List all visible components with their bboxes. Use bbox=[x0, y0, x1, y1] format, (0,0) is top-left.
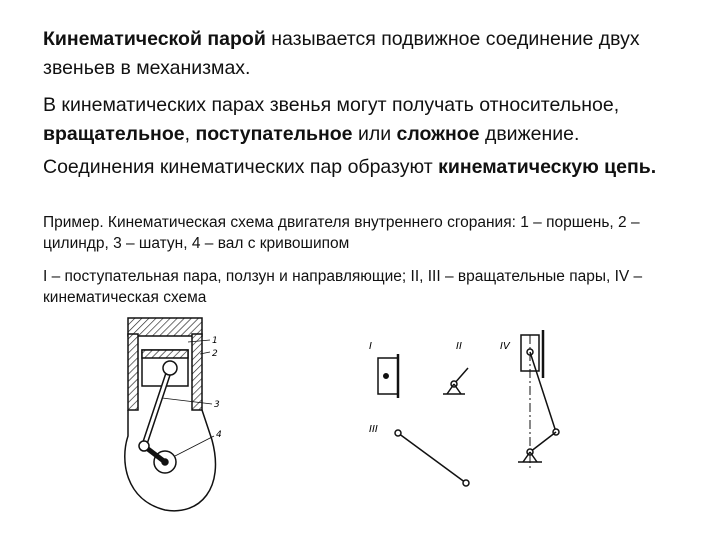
label-2: 2 bbox=[212, 349, 218, 359]
leader-4 bbox=[175, 436, 214, 456]
scheme-rotational-pair-links bbox=[395, 430, 469, 486]
joint-b bbox=[463, 480, 469, 486]
label-I: I bbox=[369, 341, 372, 352]
label-IV: IV bbox=[500, 341, 510, 352]
engine-drawing bbox=[125, 318, 216, 511]
motion-separator: , bbox=[184, 123, 196, 145]
cylinder-head bbox=[128, 318, 202, 336]
joint-a bbox=[395, 430, 401, 436]
leader-3 bbox=[162, 398, 212, 404]
definition-text: называется подвижное соединение двух звеньев в механизмах. bbox=[43, 28, 640, 79]
label-3: 3 bbox=[214, 400, 220, 410]
label-III: III bbox=[369, 424, 378, 435]
example-paragraph: Пример. Кинематическая схема двигателя внутреннего сгорания: 1 – поршень, 2 – цилиндр, 3 – шатун, 4 – вал с кривошипом bbox=[43, 214, 640, 252]
support-right bbox=[454, 384, 461, 394]
motion-text-1: В кинематических парах звенья могут получать относительное, bbox=[43, 94, 620, 116]
scheme-translational-pair bbox=[378, 354, 398, 398]
pivot-support-left bbox=[523, 452, 530, 462]
slider-marker bbox=[384, 374, 389, 379]
term-rotational: вращательное bbox=[43, 123, 185, 145]
support-left bbox=[447, 384, 454, 394]
term-translational: поступательное bbox=[195, 123, 353, 145]
pivot-support-right bbox=[530, 452, 537, 462]
crank-link bbox=[530, 432, 556, 452]
term-kinematic-pair: Кинематической парой bbox=[43, 28, 266, 50]
term-kinematic-chain: кинематическую цепь. bbox=[438, 156, 657, 178]
crank-pin bbox=[139, 441, 149, 451]
scheme-rotational-pair bbox=[443, 368, 468, 394]
term-complex: сложное bbox=[396, 123, 480, 145]
scheme-kinematic-engine bbox=[518, 330, 559, 470]
cylinder-wall-left bbox=[128, 334, 138, 410]
legend-paragraph: I – поступательная пара, ползун и направляющие; II, III – вращательные пары, IV – кинематическая схема bbox=[43, 268, 643, 306]
label-1: 1 bbox=[212, 336, 218, 346]
chain-text: Соединения кинематических пар образуют bbox=[43, 156, 439, 178]
motion-text-3: движение. bbox=[479, 123, 580, 145]
motion-text-2: или bbox=[352, 123, 397, 145]
cylinder-wall-right bbox=[192, 334, 202, 410]
label-4: 4 bbox=[216, 430, 222, 440]
label-II: II bbox=[456, 341, 462, 352]
link bbox=[398, 433, 466, 483]
piston-top bbox=[142, 350, 188, 358]
piston-pin bbox=[163, 361, 177, 375]
